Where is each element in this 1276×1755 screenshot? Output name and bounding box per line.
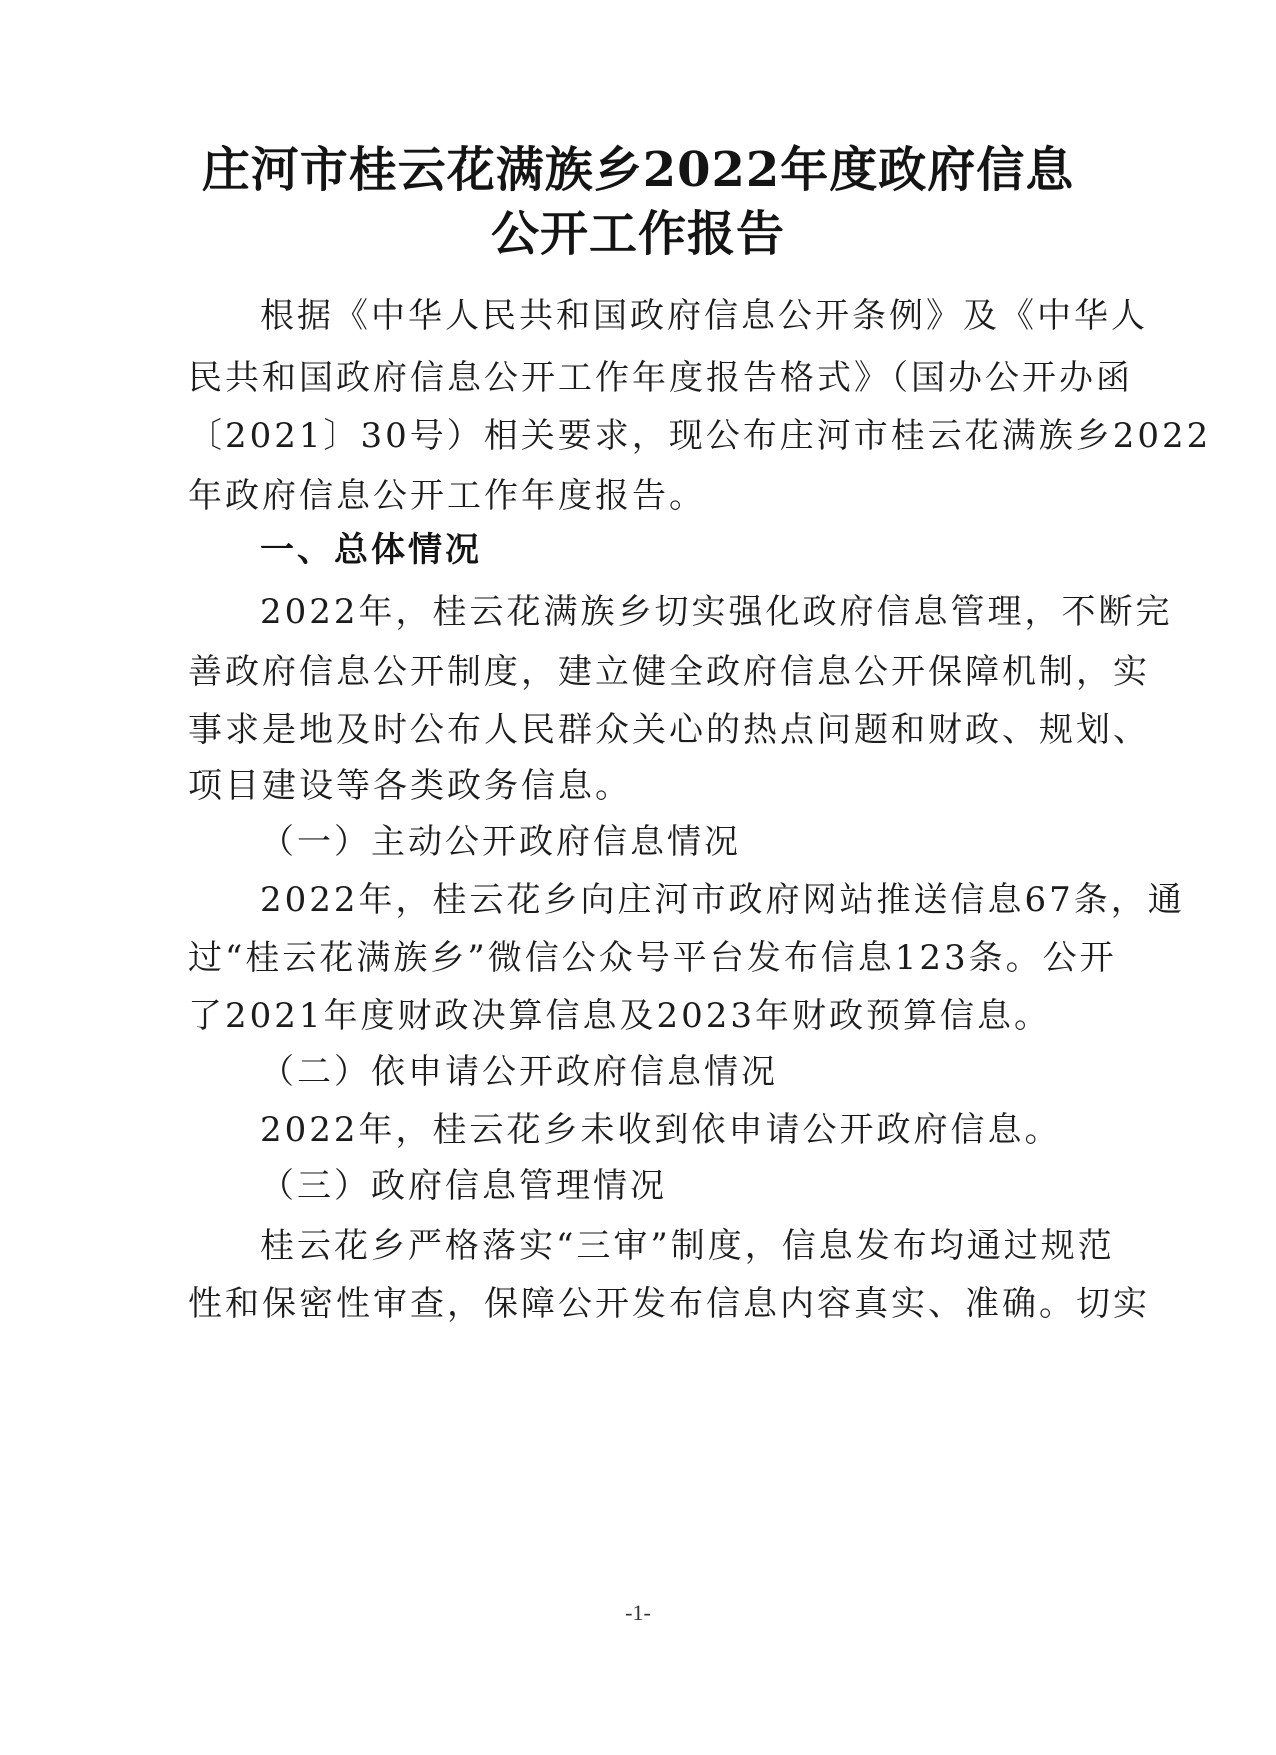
section-heading-overall: 一、总体情况	[260, 530, 482, 570]
overall-paragraph-line: 事求是地及时公布人民群众关心的热点问题和财政、规划、	[188, 710, 1150, 750]
active-disclosure-paragraph-line: 了2021年度财政决算信息及2023年财政预算信息。	[188, 996, 1052, 1036]
information-management-paragraph-line: 桂云花乡严格落实“三审”制度，信息发布均通过规范	[260, 1226, 1115, 1266]
subsection-heading-information-management: （三）政府信息管理情况	[260, 1166, 667, 1206]
subsection-heading-active-disclosure: （一）主动公开政府信息情况	[260, 822, 741, 862]
application-disclosure-paragraph-line: 2022年，桂云花乡未收到依申请公开政府信息。	[260, 1110, 1062, 1150]
subsection-heading-application-disclosure: （二）依申请公开政府信息情况	[260, 1052, 778, 1092]
report-title-line-2: 公开工作报告	[490, 206, 785, 262]
intro-paragraph-line: 民共和国政府信息公开工作年度报告格式》（国办公开办函	[188, 358, 1133, 398]
information-management-paragraph-line: 性和保密性审查，保障公开发布信息内容真实、准确。切实	[188, 1284, 1150, 1324]
active-disclosure-paragraph-line: 过“桂云花满族乡”微信公众号平台发布信息123条。公开	[188, 938, 1117, 978]
intro-paragraph-line: 根据《中华人民共和国政府信息公开条例》及《中华人	[260, 296, 1148, 336]
overall-paragraph-line: 项目建设等各类政务信息。	[188, 766, 632, 806]
overall-paragraph-line: 善政府信息公开制度，建立健全政府信息公开保障机制，实	[188, 652, 1150, 692]
page-number: -1-	[625, 1600, 651, 1625]
intro-paragraph-line: 年政府信息公开工作年度报告。	[188, 476, 706, 516]
intro-paragraph-line: 〔2021〕30号）相关要求，现公布庄河市桂云花满族乡2022	[188, 416, 1212, 456]
report-title-line-1: 庄河市桂云花满族乡2022年度政府信息	[201, 142, 1075, 198]
overall-paragraph-line: 2022年，桂云花满族乡切实强化政府信息管理，不断完	[260, 592, 1173, 632]
active-disclosure-paragraph-line: 2022年，桂云花乡向庄河市政府网站推送信息67条，通	[260, 880, 1185, 920]
